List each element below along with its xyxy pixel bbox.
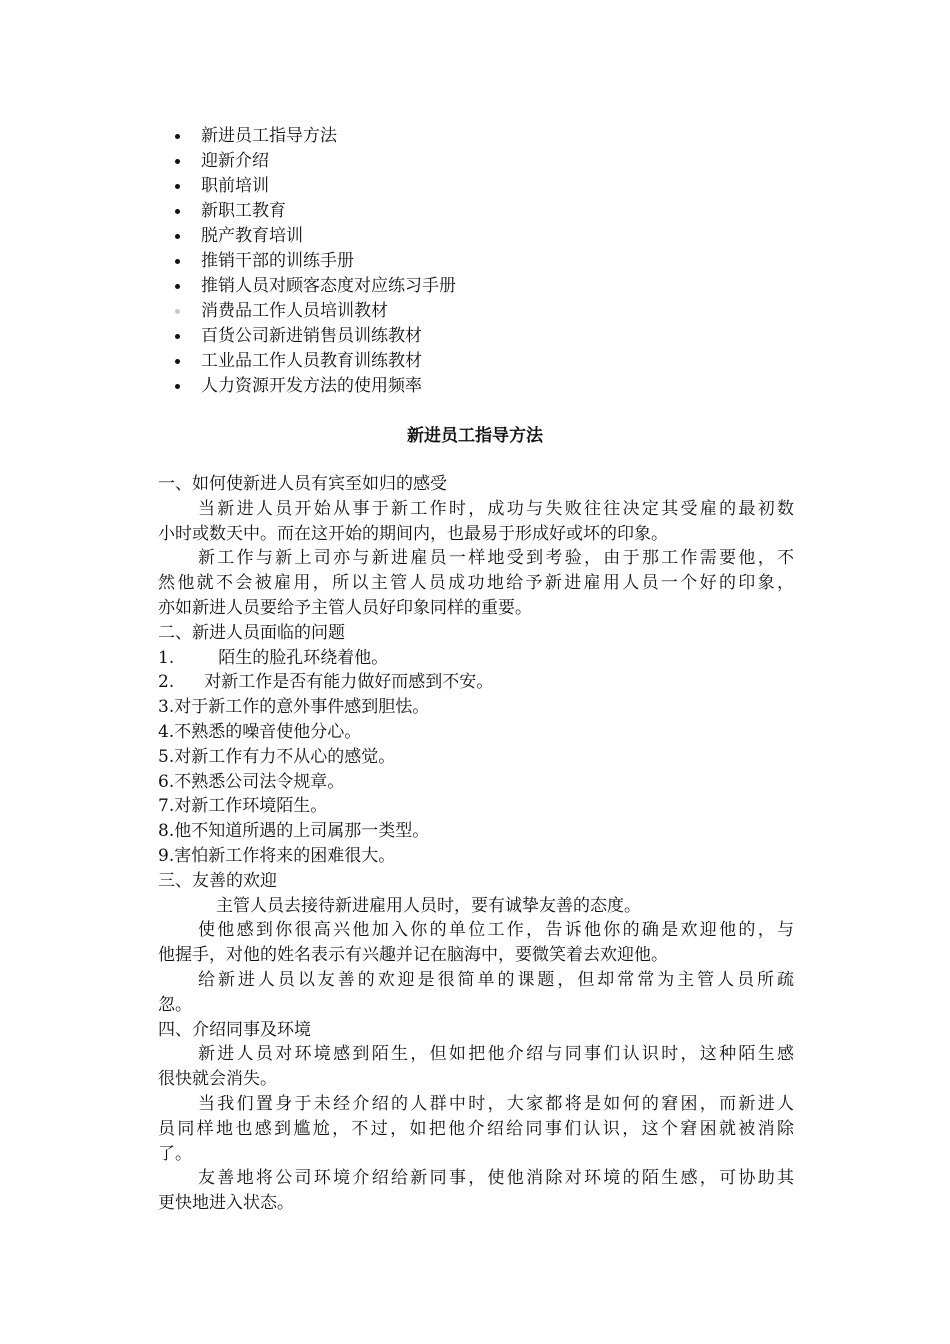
list-number: 4.: [158, 721, 175, 742]
paragraph-line: 主管人员去接待新进雇用人员时，要有诚挚友善的态度。: [216, 895, 641, 916]
toc-item-label: 新职工教育: [201, 201, 286, 221]
list-number: 6.: [158, 771, 175, 792]
paragraph-line: 了。: [158, 1143, 192, 1164]
bullet-icon: [175, 259, 180, 264]
paragraph-line: 很快就会消失。: [158, 1069, 277, 1090]
list-text: 他不知道所遇的上司属那一类型。: [174, 821, 430, 842]
bullet-icon: [175, 134, 180, 139]
section-heading: 一、如何使新进人员有宾至如归的感受: [158, 474, 447, 494]
toc-item-label: 职前培训: [201, 176, 269, 196]
list-number: 3.: [158, 697, 175, 718]
toc-item-label: 推销人员对顾客态度对应练习手册: [201, 276, 456, 296]
paragraph-line: 小时或数天中。而在这开始的期间内，也最易于形成好或坏的印象。: [158, 523, 668, 544]
paragraph-line: 员同样地也感到尴尬，不过，如把他介绍给同事们认识，这个窘困就被消除: [158, 1118, 794, 1139]
toc-item[interactable]: [0, 149, 950, 174]
paragraph-line: 亦如新进人员要给予主管人员好印象同样的重要。: [158, 597, 532, 618]
list-text: 不熟悉公司法令规章。: [174, 771, 345, 792]
list-text: 不熟悉的噪音使他分心。: [174, 721, 362, 742]
bullet-icon: [175, 359, 180, 364]
list-item: [158, 844, 794, 869]
bullet-icon: [175, 209, 180, 214]
list-item: [158, 770, 794, 795]
list-number: 8.: [158, 821, 175, 842]
list-number: 7.: [158, 796, 175, 817]
paragraph-line: 友善地将公司环境介绍给新同事，使他消除对环境的陌生感，可协助其: [198, 1168, 794, 1189]
paragraph-line: 更快地进入状态。: [158, 1193, 294, 1214]
toc-item-label: 人力资源开发方法的使用频率: [201, 376, 422, 396]
toc-item[interactable]: [0, 274, 950, 299]
list-item: [158, 720, 794, 745]
list-item: [158, 745, 794, 770]
section-heading: 二、新进人员面临的问题: [158, 622, 345, 643]
paragraph-line: 当我们置身于未经介绍的人群中时，大家都将是如何的窘困，而新进人: [198, 1093, 794, 1114]
list-number: 1.: [158, 647, 175, 668]
table-of-contents: [0, 124, 950, 399]
section-heading: 三、友善的欢迎: [158, 870, 277, 891]
bullet-icon: [175, 184, 180, 189]
list-text: 对新工作是否有能力做好而感到不安。: [204, 672, 494, 693]
paragraph-line: 新工作与新上司亦与新进雇员一样地受到考验，由于那工作需要他，不: [198, 548, 794, 569]
toc-item[interactable]: [0, 299, 950, 324]
toc-item-label: 百货公司新进销售员训练教材: [201, 326, 422, 346]
toc-item-label: 新进员工指导方法: [201, 126, 337, 146]
paragraph-line: 新进人员对环境感到陌生，但如把他介绍与同事们认识时，这种陌生感: [198, 1044, 794, 1065]
bullet-icon: [175, 309, 180, 314]
paragraph-line: 然他就不会被雇用，所以主管人员成功地给予新进雇用人员一个好的印象，: [158, 573, 794, 594]
toc-item[interactable]: [0, 124, 950, 149]
list-number: 5.: [158, 746, 175, 767]
toc-item[interactable]: [0, 224, 950, 249]
toc-item-label: 消费品工作人员培训教材: [201, 301, 388, 321]
document-title: 新进员工指导方法: [407, 426, 543, 446]
list-text: 对于新工作的意外事件感到胆怯。: [174, 697, 430, 718]
toc-item[interactable]: [0, 349, 950, 374]
bullet-icon: [175, 334, 180, 339]
list-item: [158, 819, 794, 844]
paragraph-line: 他握手，对他的姓名表示有兴趣并记在脑海中，要微笑着去欢迎他。: [158, 945, 668, 966]
toc-item[interactable]: [0, 199, 950, 224]
toc-item[interactable]: [0, 174, 950, 199]
toc-item-label: 工业品工作人员教育训练教材: [201, 351, 422, 371]
list-item: [158, 670, 794, 695]
list-number: 2.: [158, 672, 175, 693]
list-text: 害怕新工作将来的困难很大。: [174, 845, 396, 866]
bullet-icon: [175, 284, 180, 289]
toc-item-label: 推销干部的训练手册: [201, 251, 354, 271]
paragraph-line: 使他感到你很高兴他加入你的单位工作，告诉他你的确是欢迎他的，与: [198, 920, 794, 941]
toc-item[interactable]: [0, 374, 950, 399]
toc-item-label: 迎新介绍: [201, 151, 269, 171]
toc-item[interactable]: [0, 324, 950, 349]
bullet-icon: [175, 159, 180, 164]
bullet-icon: [175, 384, 180, 389]
list-item: [158, 794, 794, 819]
list-item: [158, 646, 794, 671]
toc-item-label: 脱产教育培训: [201, 226, 303, 246]
bullet-icon: [175, 234, 180, 239]
document-body: [158, 472, 794, 1216]
paragraph-line: 当新进人员开始从事于新工作时，成功与失败往往决定其受雇的最初数: [198, 498, 794, 519]
list-text: 对新工作环境陌生。: [174, 796, 328, 817]
list-text: 对新工作有力不从心的感觉。: [174, 746, 396, 767]
list-item: [158, 695, 794, 720]
list-number: 9.: [158, 845, 175, 866]
section-heading: 四、介绍同事及环境: [158, 1019, 311, 1040]
paragraph-line: 忽。: [158, 994, 192, 1015]
paragraph-line: 给新进人员以友善的欢迎是很简单的课题，但却常常为主管人员所疏: [198, 969, 794, 990]
toc-item[interactable]: [0, 249, 950, 274]
list-text: 陌生的脸孔环绕着他。: [218, 647, 389, 668]
